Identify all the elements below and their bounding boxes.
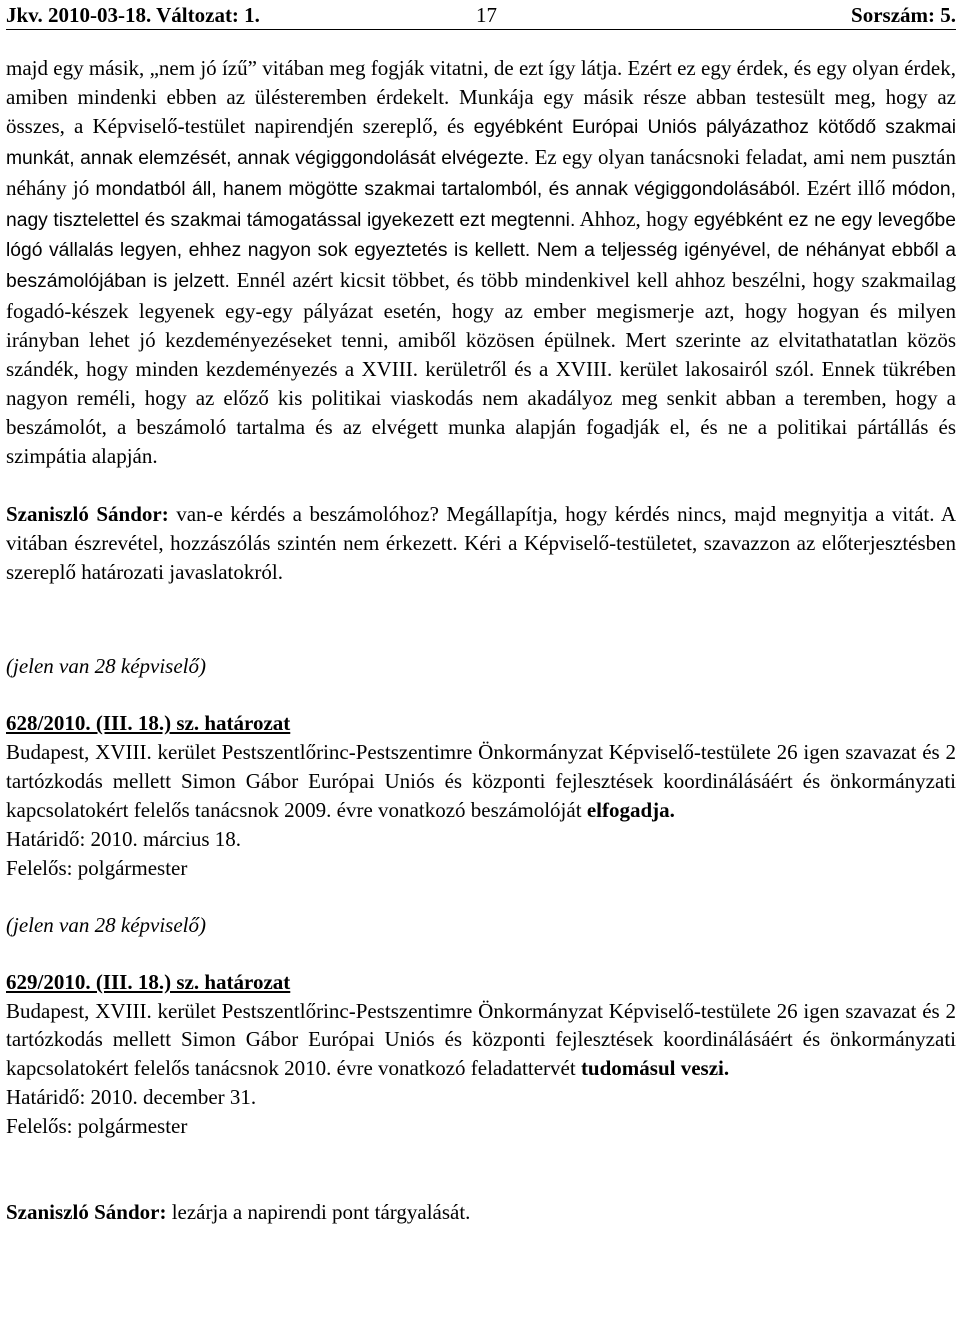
resolution-body: Budapest, XVIII. kerület Pestszentlőrinc-Pestszentimre Önkormányzat Képviselő-testülete 26 igen szavazat és 2 tartózkodás mellett Simon Gábor Európai Uniós és központi fejlesztések koordinálásáért és önkormányzati kapcsolatokért felelős tanácsnok 2010. évre vonatkozó feladattervét [6,998,956,1081]
body-text-sans-4: egyébként ez ne egy levegőbe lógó vállalás legyen, ehhez nagyon sok egyeztetés is kellett. [6,209,956,262]
attendance-note: (jelen van 28 képviselő) [6,912,206,937]
speaker-text: van-e kérdés a beszámolóhoz? Megállapítja, hogy kérdés nincs, majd megnyitja a vitát. A vitában észrevétel, hozzászólás szintén nem érkezett. Kéri a Képviselő-testületet, szavazzon az előterjesztésben szereplő határozati javaslatokról. [6,501,957,584]
resolution-text [6,997,956,1084]
body-text-sans-5: Nem a teljesség igényével, de néhányat ebből a beszámolójában is jelzett. [6,240,956,293]
speaker-name: Szaniszló Sándor: [6,1200,167,1225]
body-text-sans-3: módon, nagy tisztelettel és szakmai támogatással igyekezett ezt megtenni. [6,178,956,231]
body-text-sans-1: egyébként Európai Uniós pályázathoz kötődő szakmai munkát, annak elemzését, annak végiggondolását elvégezte. [6,116,957,169]
closing-paragraph [6,1198,956,1227]
page-header [6,0,956,30]
resolution-block [6,911,956,1141]
body-text-sans-2: mondatból áll, hanem mögötte szakmai tartalomból, és annak végiggondolásából. [95,178,801,200]
resolution-deadline: Határidő: 2010. március 18. [6,826,242,851]
attendance-note: (jelen van 28 képviselő) [6,654,206,679]
resolution-text [6,738,956,825]
resolution-responsible: Felelős: polgármester [6,1114,188,1139]
speaker-name: Szaniszló Sándor: [6,501,169,526]
header-divider [6,29,956,30]
resolution-number: 628/2010. (III. 18.) sz. határozat [6,711,291,736]
resolution-deadline: Határidő: 2010. december 31. [6,1085,257,1110]
body-paragraph [6,54,956,471]
resolution-number: 629/2010. (III. 18.) sz. határozat [6,969,291,994]
resolution-block [6,652,956,882]
resolution-body: Budapest, XVIII. kerület Pestszentlőrinc-Pestszentimre Önkormányzat Képviselő-testülete 26 igen szavazat és 2 tartózkodás mellett Simon Gábor Európai Uniós és központi fejlesztések koordinálásáért és önkormányzati kapcsolatokért felelős tanácsnok 2009. évre vonatkozó beszámolóját [6,740,956,823]
body-text-serif-1: majd egy másik, „nem jó ízű” vitában meg fogják vitatni, de ezt így látja. Ezért ez egy érdek, és egy olyan érdek, amiben mindenki ebben az ülésteremben érdekelt. Munkája egy másik része abban testesült meg, hogy az összes, a Képviselő-testület napirendjén szereplő, és [6,56,956,138]
body-text-serif-3: Ezért illő [800,175,892,200]
header-document-id: Jkv. 2010-03-18. Változat: 1. [6,3,260,27]
resolution-responsible: Felelős: polgármester [6,855,188,880]
speaker-text: lezárja a napirendi pont tárgyalását. [166,1200,471,1225]
header-serial-number: Sorszám: 5. [851,3,956,27]
resolution-decision: elfogadja. [586,798,675,823]
body-text-serif-5: Ennél azért kicsit többet, és több mindenkivel kell ahhoz beszélni, hogy szakmailag fogadó-készek legyenek egy-egy pályázat esetén, hogy az ember megismerje azt, hogy hogyan és milyen irányban lehet jó kezdeményezéseket tenni, amiből közösen épülnek. Mert szerinte az elvitathatatlan közös szándék, hogy minden kezdeményezés a XVIII. kerületről és a XVIII. kerület lakosairól szól. Ennek tükrében nagyon reméli, hogy az előző kis politikai viaskodás nem akadályoz meg senkit abban a teremben, hogy a beszámolót, a beszámoló tartalma és az elvégett munka alapján fogadják el, és ne a politikai pártállás és szimpátia alapján. [6,268,956,468]
speaker-paragraph [6,500,956,587]
page-number: 17 [476,3,497,27]
document-page [6,0,956,1227]
resolution-decision: tudomásul veszi. [580,1056,730,1081]
body-text-serif-2: Ez egy olyan tanácsnoki feladat, ami nem pusztán néhány jó [6,144,956,200]
body-text-serif-4: Ahhoz, hogy [575,206,694,231]
